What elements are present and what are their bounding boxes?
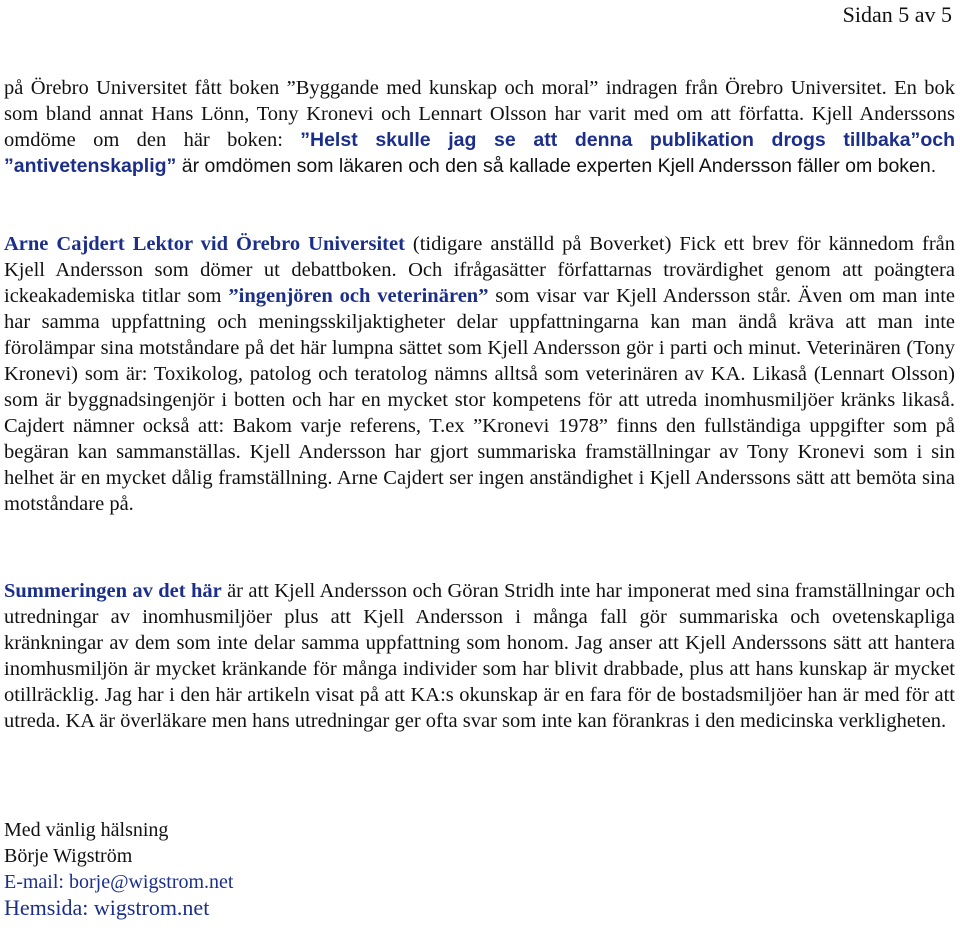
paragraph-text: är omdömen som läkaren och den så kallade experten Kjell Andersson fäller om boken. xyxy=(176,155,937,177)
quote-withdraw-publication: ”Helst skulle jag se att denna publikation drogs tillbaka” xyxy=(300,129,921,151)
paragraph-lead-arne-cajdert: Arne Cajdert Lektor vid Örebro Universitet xyxy=(4,233,405,255)
signature-homepage-link[interactable]: Hemsida: wigstrom.net xyxy=(4,895,210,920)
paragraph-summary xyxy=(4,578,955,734)
paragraph-text: (tidigare anställd på Boverket) Fick ett brev för kännedom från Kjell Andersson som dömer ut debattboken. Och ifrågasätter författarnas trovärdighet genom att poängtera ickeakademiska titlar som xyxy=(4,233,955,307)
paragraph-text: som visar var Kjell Andersson står. Även om man inte har samma uppfattning och meningsskiljaktigheter delar uppfattningarna kan man ändå kräva att man inte förolämpar sina motståndare på det här lumpna sättet som Kjell Andersson gör i parti och minut. Veterinären (Tony Kronevi) som är: Toxikolog, patolog och teratolog nämns alltså som veterinären av KA. Likaså (Lennart Olsson) som är byggnadsingenjör i botten och har en mycket stor kompetens för att utreda inomhusmiljöer kränks likaså. Cajdert nämner också att: Bakom varje referens, T.ex ”Kronevi 1978” finns den fullständiga uppgifter som på begäran kan sammanställas. Kjell Andersson har gjort summariska framställningar av Tony Kronevi som i sin helhet är en mycket dålig framställning. Arne Cajdert ser ingen anständighet i Kjell Anderssons sätt att bemöta sina motståndare på. xyxy=(4,285,956,515)
paragraph-arne-cajdert xyxy=(4,231,955,517)
paragraph-text: på Örebro Universitet fått boken ”Byggande med kunskap och moral” indragen från Örebro Universitet. En bok som bland annat Hans Lönn, Tony Kronevi och Lennart Olsson har varit med om att författa. Kjell Anderssons omdöme om den här boken: xyxy=(4,77,955,151)
paragraph-text: är att Kjell Andersson och Göran Stridh inte har imponerat med sina framställningar och utredningar av inomhusmiljöer plus att Kjell Andersson i många fall gör summariska och ovetenskapliga kränkningar av dem som inte delar samma uppfattning som honom. Jag anser att Kjell Anderssons sätt att hantera inomhusmiljön är mycket kränkande för många individer som har blivit drabbade, plus att hans kunskap är mycket otillräcklig. Jag har i den här artikeln visat på att KA:s okunskap är en fara för de bostadsmiljöer han är med för att utreda. KA är överläkare men hans utredningar ger ofta svar som inte kan förankras i den medicinska verkligheten. xyxy=(4,580,955,732)
signature-email-link[interactable]: E-mail: borje@wigstrom.net xyxy=(4,871,234,893)
quote-connector: och xyxy=(920,129,955,151)
page-number: Sidan 5 av 5 xyxy=(842,2,952,27)
signature-name: Börje Wigström xyxy=(4,845,133,867)
quote-engineer-veterinarian: ”ingenjören och veterinären” xyxy=(228,285,489,307)
quote-antiscientific: ”antivetenskaplig” xyxy=(4,155,177,177)
paragraph-book-withdrawal xyxy=(4,75,955,179)
signature-greeting: Med vänlig hälsning xyxy=(4,819,169,841)
paragraph-lead-summary: Summeringen av det här xyxy=(4,580,222,602)
